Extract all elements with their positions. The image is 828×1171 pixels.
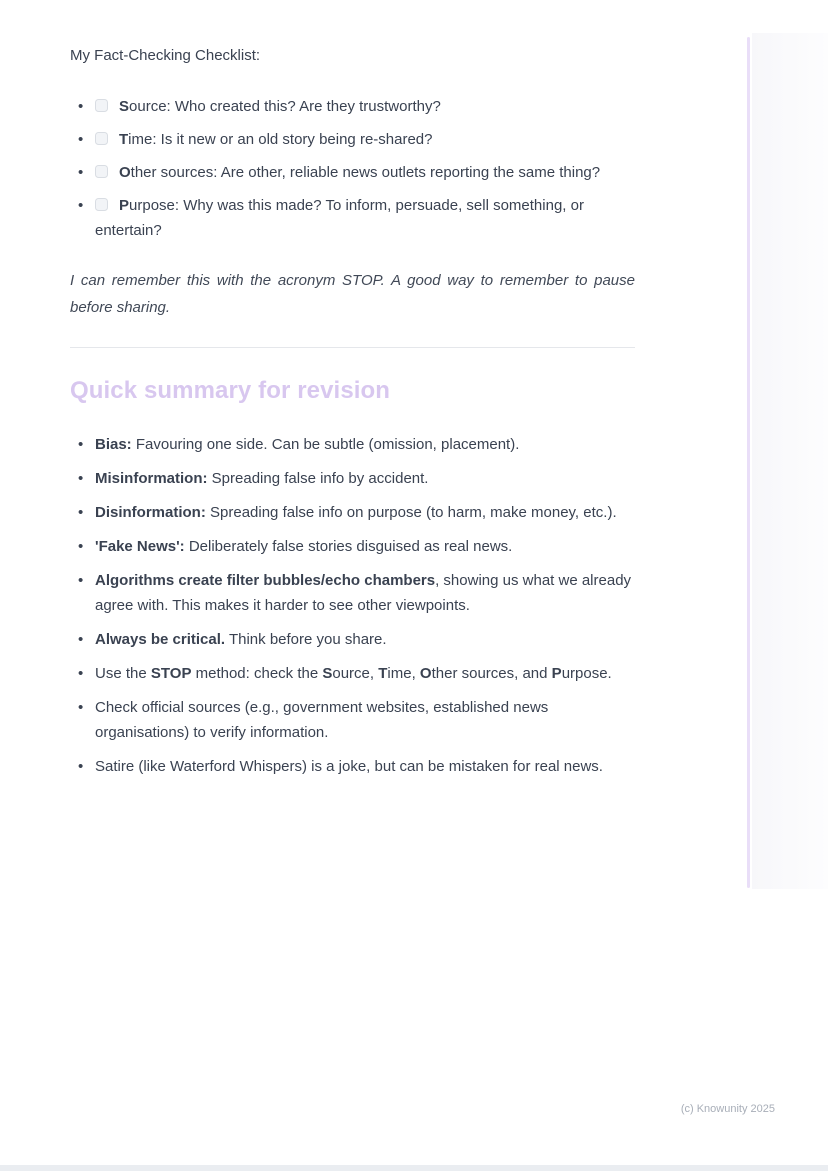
body-text: urpose. xyxy=(561,665,612,682)
document-content xyxy=(70,44,635,788)
bold-text: Algorithms create filter bubbles/echo chambers xyxy=(95,572,436,589)
bold-text: 'Fake News': xyxy=(95,538,185,555)
body-text: ime, xyxy=(387,665,420,682)
body-text: method: check the xyxy=(191,665,323,682)
summary-item xyxy=(70,466,635,491)
checklist-item xyxy=(70,127,635,152)
bold-text: Disinformation: xyxy=(95,504,206,521)
bold-text: Always be critical. xyxy=(95,631,226,648)
body-text: ource, xyxy=(332,665,379,682)
body-text: ource: Who created this? Are they trustworthy? xyxy=(129,98,441,115)
checklist-item xyxy=(70,160,635,185)
checkbox-icon[interactable] xyxy=(95,99,108,112)
summary-item xyxy=(70,661,635,686)
bold-text: O xyxy=(419,665,432,682)
bold-text: Bias: xyxy=(95,436,132,453)
summary-item xyxy=(70,534,635,559)
bold-text: T xyxy=(378,665,388,682)
bold-text: STOP xyxy=(150,665,192,682)
body-text: Use the xyxy=(95,665,151,682)
bold-text: O xyxy=(119,164,131,181)
body-text: ime: Is it new or an old story being re-shared? xyxy=(128,131,433,148)
checklist-item xyxy=(70,94,635,119)
summary-item xyxy=(70,695,635,745)
bold-text: P xyxy=(551,665,562,682)
body-text: Spreading false info by accident. xyxy=(207,470,429,487)
body-text: Favouring one side. Can be subtle (omission, placement). xyxy=(131,436,520,453)
body-text: ther sources: Are other, reliable news outlets reporting the same thing? xyxy=(130,164,601,181)
body-text: ther sources, and xyxy=(431,665,552,682)
section-divider xyxy=(70,347,635,348)
checklist xyxy=(70,94,635,243)
page-edge-line xyxy=(747,37,750,888)
summary-item xyxy=(70,432,635,457)
body-text: Think before you share. xyxy=(225,631,387,648)
body-text: Spreading false info on purpose (to harm, make money, etc.). xyxy=(205,504,617,521)
summary-list xyxy=(70,432,635,779)
checkbox-icon[interactable] xyxy=(95,132,108,145)
bold-text: T xyxy=(119,131,129,148)
bold-text: S xyxy=(119,98,130,115)
checklist-item xyxy=(70,193,635,243)
summary-item xyxy=(70,568,635,618)
footer-credit: (c) Knowunity 2025 xyxy=(680,1103,775,1115)
body-text: Deliberately false stories disguised as real news. xyxy=(184,538,513,555)
checklist-title: My Fact-Checking Checklist: xyxy=(70,47,261,64)
summary-item xyxy=(70,500,635,525)
next-page-strip xyxy=(752,33,828,889)
summary-heading: Quick summary for revision xyxy=(70,377,391,404)
checkbox-icon[interactable] xyxy=(95,198,108,211)
body-text: urpose: Why was this made? To inform, persuade, sell something, or entertain? xyxy=(95,197,584,239)
bold-text: S xyxy=(322,665,333,682)
page-bottom-edge xyxy=(0,1165,828,1171)
summary-item xyxy=(70,754,635,779)
bold-text: Misinformation: xyxy=(95,470,208,487)
body-text: , showing us what we already agree with. This makes it harder to see other viewpoints. xyxy=(95,572,632,614)
body-text: Satire (like Waterford Whispers) is a joke, but can be mistaken for real news. xyxy=(95,758,603,775)
summary-item xyxy=(70,627,635,652)
checkbox-icon[interactable] xyxy=(95,165,108,178)
body-text: Check official sources (e.g., government websites, established news organisations) to verify information. xyxy=(95,699,549,741)
acronym-note: I can remember this with the acronym STOP. A good way to remember to pause before sharing. xyxy=(70,272,635,316)
bold-text: P xyxy=(119,197,130,214)
